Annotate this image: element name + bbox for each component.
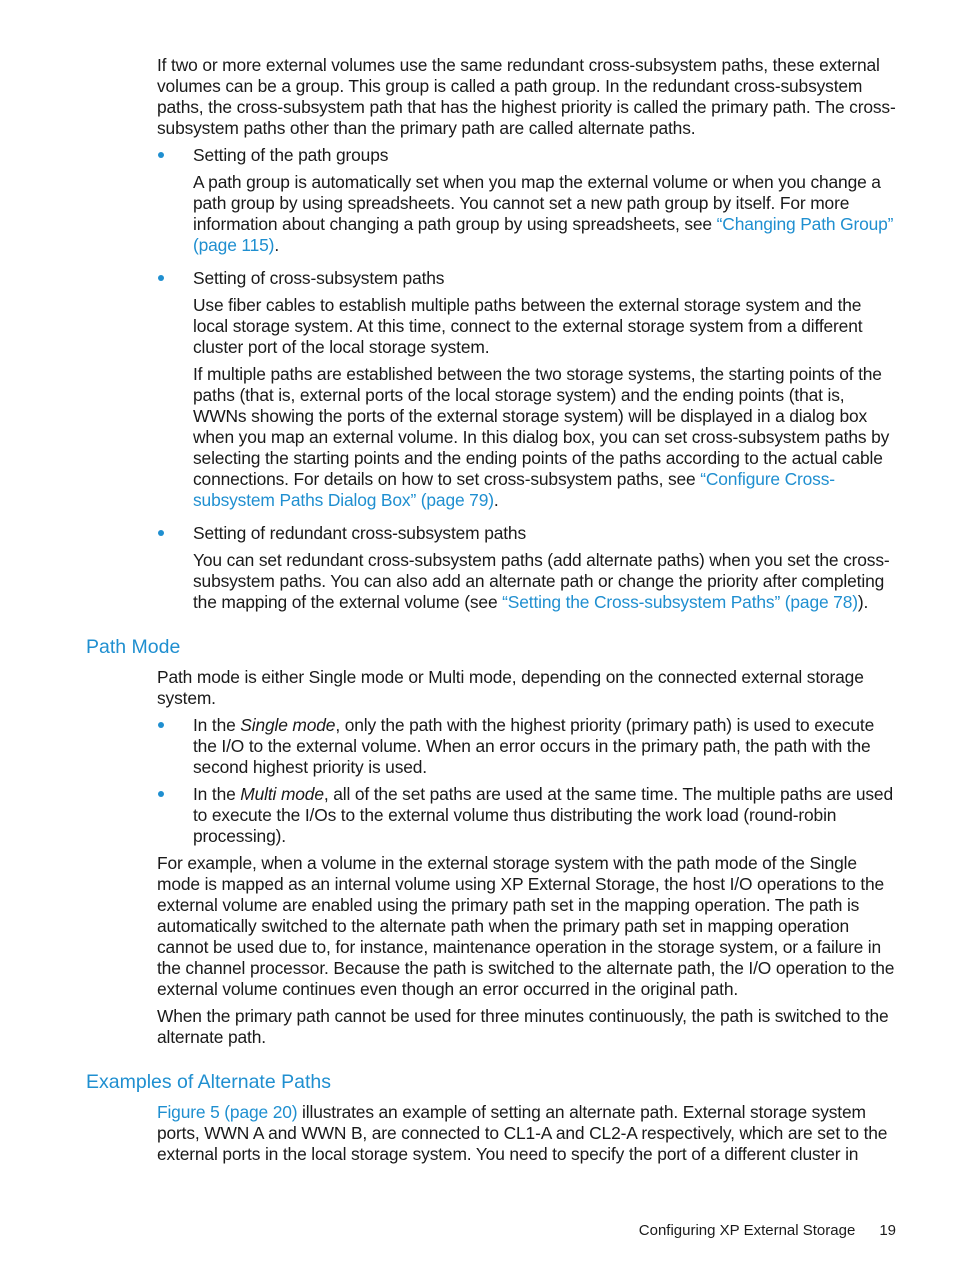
list-item	[157, 523, 897, 613]
path-settings-list	[157, 145, 897, 613]
item-paragraph: A path group is automatically set when you map the external volume or when you change a path group by using spreadsheets. You cannot set a new path group by itself. For more information about changing a path group by using spreadsheets, see “Changing Path Group” (page 115).	[193, 172, 894, 255]
setting-cross-subsystem-paths-link[interactable]: “Setting the Cross-subsystem Paths” (page 78)	[502, 592, 858, 612]
intro-paragraph: If two or more external volumes use the same redundant cross-subsystem paths, these external volumes can be a group. This group is called a path group. In the redundant cross-subsystem paths, the cross-subsystem path that has the highest priority is called the primary path. The cross-subsystem paths other than the primary path are called alternate paths.	[157, 55, 896, 138]
item-paragraph: If multiple paths are established between the two storage systems, the starting points of the paths (that is, external ports of the local storage system) and the ending points (that is, WWNs showing the ports of the external storage system) will be displayed in a dialog box when you map an external volume. In this dialog box, you can set cross-subsystem paths by selecting the starting points and the ending points of the paths according to the actual cable connections. For details on how to set cross-subsystem paths, see “Configure Cross-subsystem Paths Dialog Box” (page 79).	[193, 364, 890, 510]
bullet-icon	[158, 152, 164, 158]
list-item	[157, 268, 897, 511]
multi-mode-paragraph: In the Multi mode, all of the set paths are used at the same time. The multiple paths are used to execute the I/Os to the external volume thus distributing the work load (round-robin processing).	[193, 784, 893, 846]
figure-5-link[interactable]: Figure 5 (page 20)	[157, 1102, 298, 1122]
page-number: 19	[879, 1222, 896, 1239]
bullet-icon	[158, 791, 164, 797]
examples-paragraph: Figure 5 (page 20) illustrates an example of setting an alternate path. External storage system ports, WWN A and WWN B, are connected to CL1-A and CL2-A respectively, which are set to the external ports in the local storage system. You need to specify the port of a different cluster in	[157, 1102, 888, 1164]
example-paragraph: For example, when a volume in the external storage system with the path mode of the Single mode is mapped as an internal volume using XP External Storage, the host I/O operations to the external volume are enabled using the primary path set in the mapping operation. The path is automatically switched to the alternate path when the primary path set in mapping operation cannot be used due to, for instance, maintenance operation in the storage system, or a failure in the channel processor. Because the path is switched to the alternate path, the I/O operation to the external volume continues even though an error occurred in the original path.	[157, 853, 895, 999]
three-minutes-paragraph: When the primary path cannot be used for three minutes continuously, the path is switched to the alternate path.	[157, 1006, 889, 1047]
single-mode-paragraph: In the Single mode, only the path with the highest priority (primary path) is used to execute the I/O to the external volume. When an error occurs in the primary path, the path with the second highest priority is used.	[193, 715, 875, 777]
configure-paths-dialog-link[interactable]: “Configure Cross-subsystem Paths Dialog Box” (page 79)	[193, 469, 835, 510]
bullet-icon	[158, 275, 164, 281]
item-title: Setting of cross-subsystem paths	[193, 268, 445, 288]
changing-path-group-link[interactable]: “Changing Path Group” (page 115)	[193, 214, 894, 255]
list-item	[157, 715, 897, 778]
path-mode-heading: Path Mode	[86, 636, 181, 658]
path-mode-intro: Path mode is either Single mode or Multi mode, depending on the connected external storage system.	[157, 667, 864, 708]
examples-heading: Examples of Alternate Paths	[86, 1071, 331, 1093]
list-item	[157, 784, 897, 847]
item-paragraph: Use fiber cables to establish multiple paths between the external storage system and the local storage system. At this time, connect to the external storage system from a different cluster port of the local storage system.	[193, 295, 863, 357]
page-content	[86, 55, 897, 1171]
item-title: Setting of the path groups	[193, 145, 389, 165]
item-paragraph: You can set redundant cross-subsystem paths (add alternate paths) when you set the cross-subsystem paths. You can also add an alternate path or change the priority after completing the mapping of the external volume (see “Setting the Cross-subsystem Paths” (page 78)).	[193, 550, 890, 612]
bullet-icon	[158, 722, 164, 728]
page-footer	[639, 1222, 896, 1239]
bullet-icon	[158, 530, 164, 536]
path-mode-list	[157, 715, 897, 847]
item-title: Setting of redundant cross-subsystem paths	[193, 523, 526, 543]
list-item	[157, 145, 897, 256]
footer-title: Configuring XP External Storage	[638, 1222, 856, 1239]
